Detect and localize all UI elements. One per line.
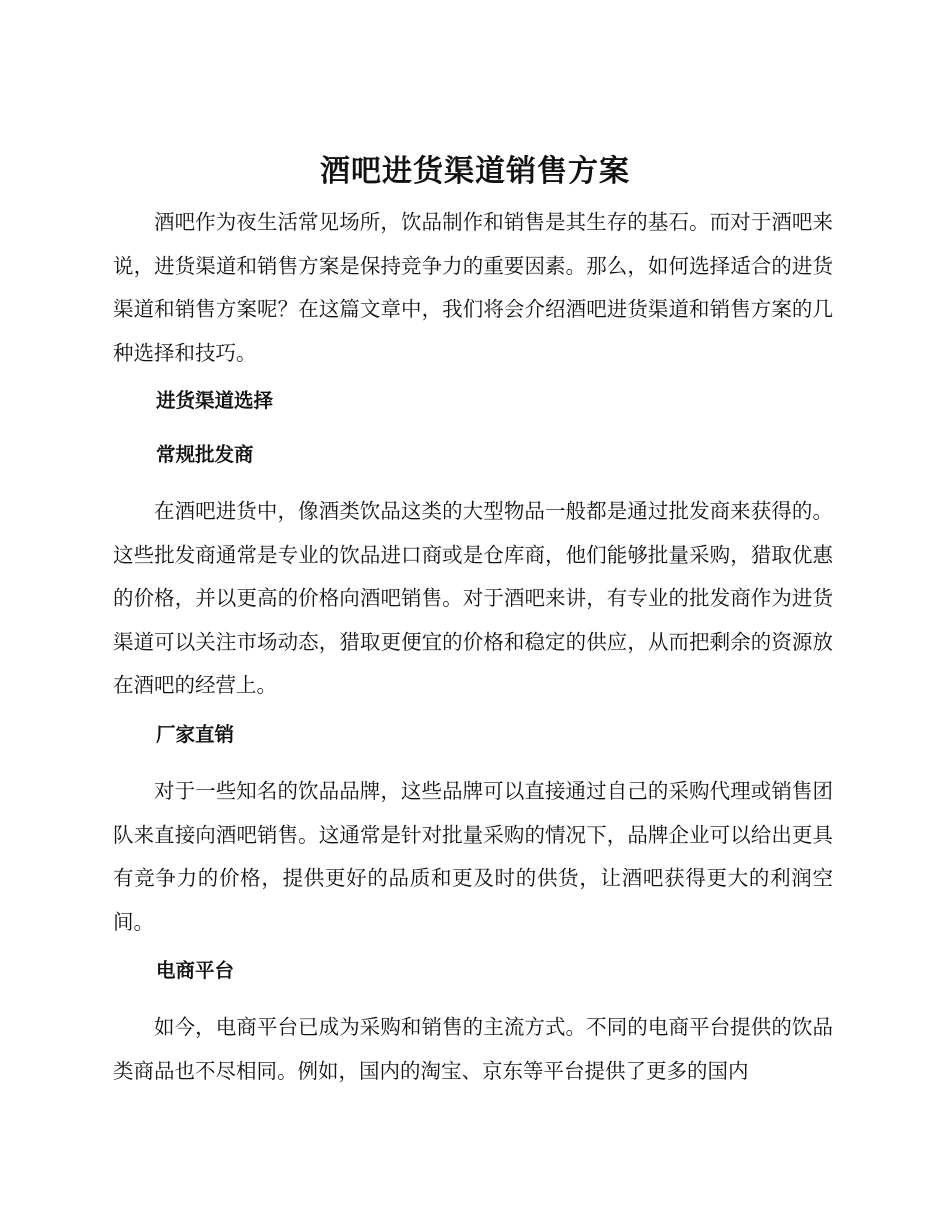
- subsection-heading-direct-sales: 厂家直销: [156, 723, 235, 746]
- subsection-heading-wholesaler: 常规批发商: [156, 443, 254, 466]
- paragraph-wholesaler: 在酒吧进货中，像酒类饮品这类的大型物品一般都是通过批发商来获得的。这些批发商通常是专业的饮品进口商或是仓库商，他们能够批量采购，猎取优惠的价格，并以更高的价格向酒吧销售。对于酒吧来讲，有专业的批发商作为进货渠道可以关注市场动态，猎取更便宜的价格和稳定的供应，从而把剩余的资源放在酒吧的经营上。: [113, 499, 833, 697]
- document-title: 酒吧进货渠道销售方案: [320, 154, 630, 189]
- paragraph-direct-sales: 对于一些知名的饮品品牌，这些品牌可以直接通过自己的采购代理或销售团队来直接向酒吧销售。这通常是针对批量采购的情况下，品牌企业可以给出更具有竞争力的价格，提供更好的品质和更及时的供货，让酒吧获得更大的利润空间。: [113, 779, 833, 934]
- paragraph-ecommerce: 如今，电商平台已成为采购和销售的主流方式。不同的电商平台提供的饮品类商品也不尽相同。例如，国内的淘宝、京东等平台提供了更多的国内: [113, 1015, 833, 1083]
- section-heading: 进货渠道选择: [156, 389, 274, 412]
- intro-paragraph: 酒吧作为夜生活常见场所，饮品制作和销售是其生存的基石。而对于酒吧来说，进货渠道和销售方案是保持竞争力的重要因素。那么，如何选择适合的进货渠道和销售方案呢？在这篇文章中，我们将会介绍酒吧进货渠道和销售方案的几种选择和技巧。: [113, 210, 833, 365]
- subsection-heading-ecommerce: 电商平台: [156, 959, 235, 982]
